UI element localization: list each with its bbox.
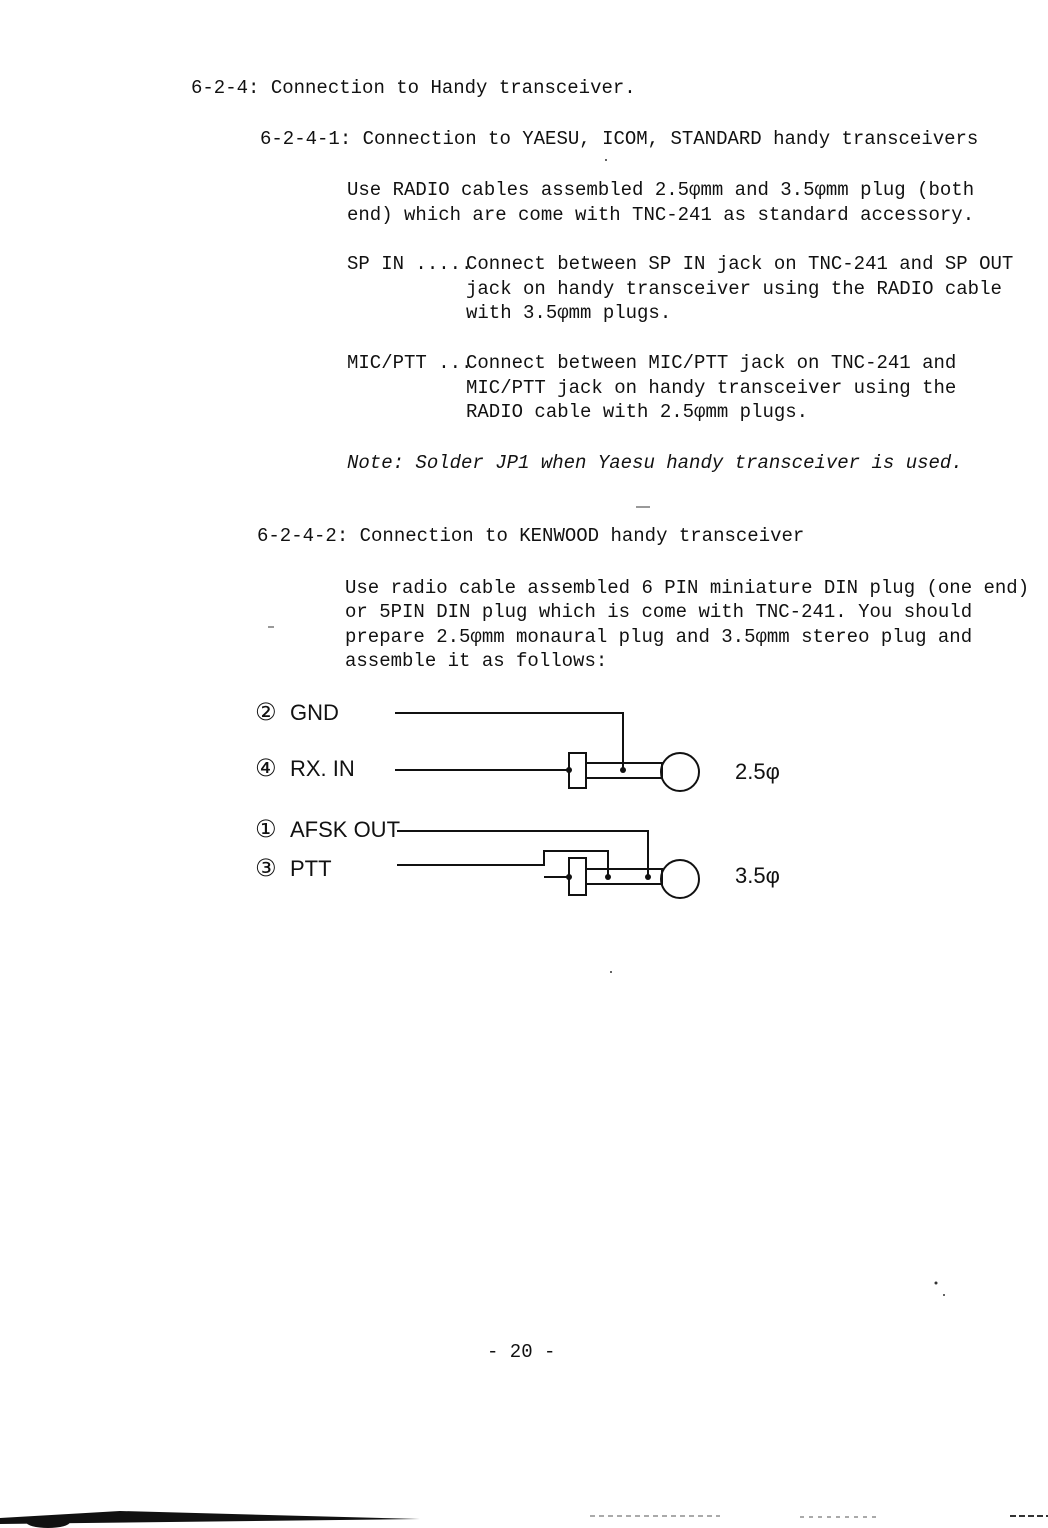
sp-in-term: SP IN ..... (347, 253, 473, 275)
mic-ptt-term: MIC/PTT ... (347, 352, 473, 374)
plug-2-5-tip (661, 753, 699, 791)
plug-size-small: 2.5φ (735, 759, 780, 784)
pin-1-label: AFSK OUT (290, 817, 401, 842)
pin-4-label: RX. IN (290, 756, 355, 781)
scan-mark (605, 159, 607, 161)
mic-ptt-line-1: Connect between MIC/PTT jack on TNC-241 and (466, 352, 957, 374)
junction-dot (605, 874, 611, 880)
subsection-2-title: Connection to KENWOOD handy transceiver (359, 525, 805, 547)
plug-3-5-tip (661, 860, 699, 898)
sub2-line-4: assemble it as follows: (345, 650, 608, 672)
pin-3-number: ③ (255, 854, 277, 882)
scan-mark (610, 971, 612, 973)
gnd-wire (395, 713, 623, 770)
ptt-wire (397, 851, 608, 877)
sp-in-line-2: jack on handy transceiver using the RADIO cable (466, 278, 1002, 300)
sp-in-line-1: Connect between SP IN jack on TNC-241 and SP OUT (466, 253, 1014, 275)
plug-size-large: 3.5φ (735, 863, 780, 888)
scan-bottom-edge (0, 1511, 1048, 1528)
scan-mark (943, 1294, 945, 1296)
sub2-line-1: Use radio cable assembled 6 PIN miniature DIN plug (one end) (345, 577, 1030, 599)
junction-dot (645, 874, 651, 880)
page-number: - 20 - (487, 1341, 556, 1363)
pin-1-number: ① (255, 815, 277, 843)
pin-2-label: GND (290, 700, 339, 725)
sub2-line-2: or 5PIN DIN plug which is come with TNC-241. You should (345, 601, 973, 623)
section-number: 6-2-4: (191, 77, 260, 99)
sub1-intro-line-2: end) which are come with TNC-241 as standard accessory. (347, 204, 975, 226)
scan-mark (935, 1282, 938, 1285)
pin-2-number: ② (255, 698, 277, 726)
sub1-intro-line-1: Use RADIO cables assembled 2.5φmm and 3.5φmm plug (both (347, 179, 975, 201)
mic-ptt-line-3: RADIO cable with 2.5φmm plugs. (466, 401, 809, 423)
junction-dot (566, 767, 572, 773)
yaesu-note: Note: Solder JP1 when Yaesu handy transceiver is used. (347, 452, 963, 474)
pin-3-label: PTT (290, 856, 332, 881)
subsection-2-number: 6-2-4-2: (257, 525, 349, 547)
junction-dot (566, 874, 572, 880)
subsection-1-title: Connection to YAESU, ICOM, STANDARD handy transceivers (362, 128, 979, 150)
pin-4-number: ④ (255, 754, 277, 782)
sub2-line-3: prepare 2.5φmm monaural plug and 3.5φmm stereo plug and (345, 626, 973, 648)
junction-dot (620, 767, 626, 773)
section-title: Connection to Handy transceiver. (270, 77, 636, 99)
afsk-out-wire (397, 831, 648, 877)
subsection-1-number: 6-2-4-1: (260, 128, 352, 150)
mic-ptt-line-2: MIC/PTT jack on handy transceiver using the (466, 377, 957, 399)
sp-in-line-3: with 3.5φmm plugs. (466, 302, 672, 324)
